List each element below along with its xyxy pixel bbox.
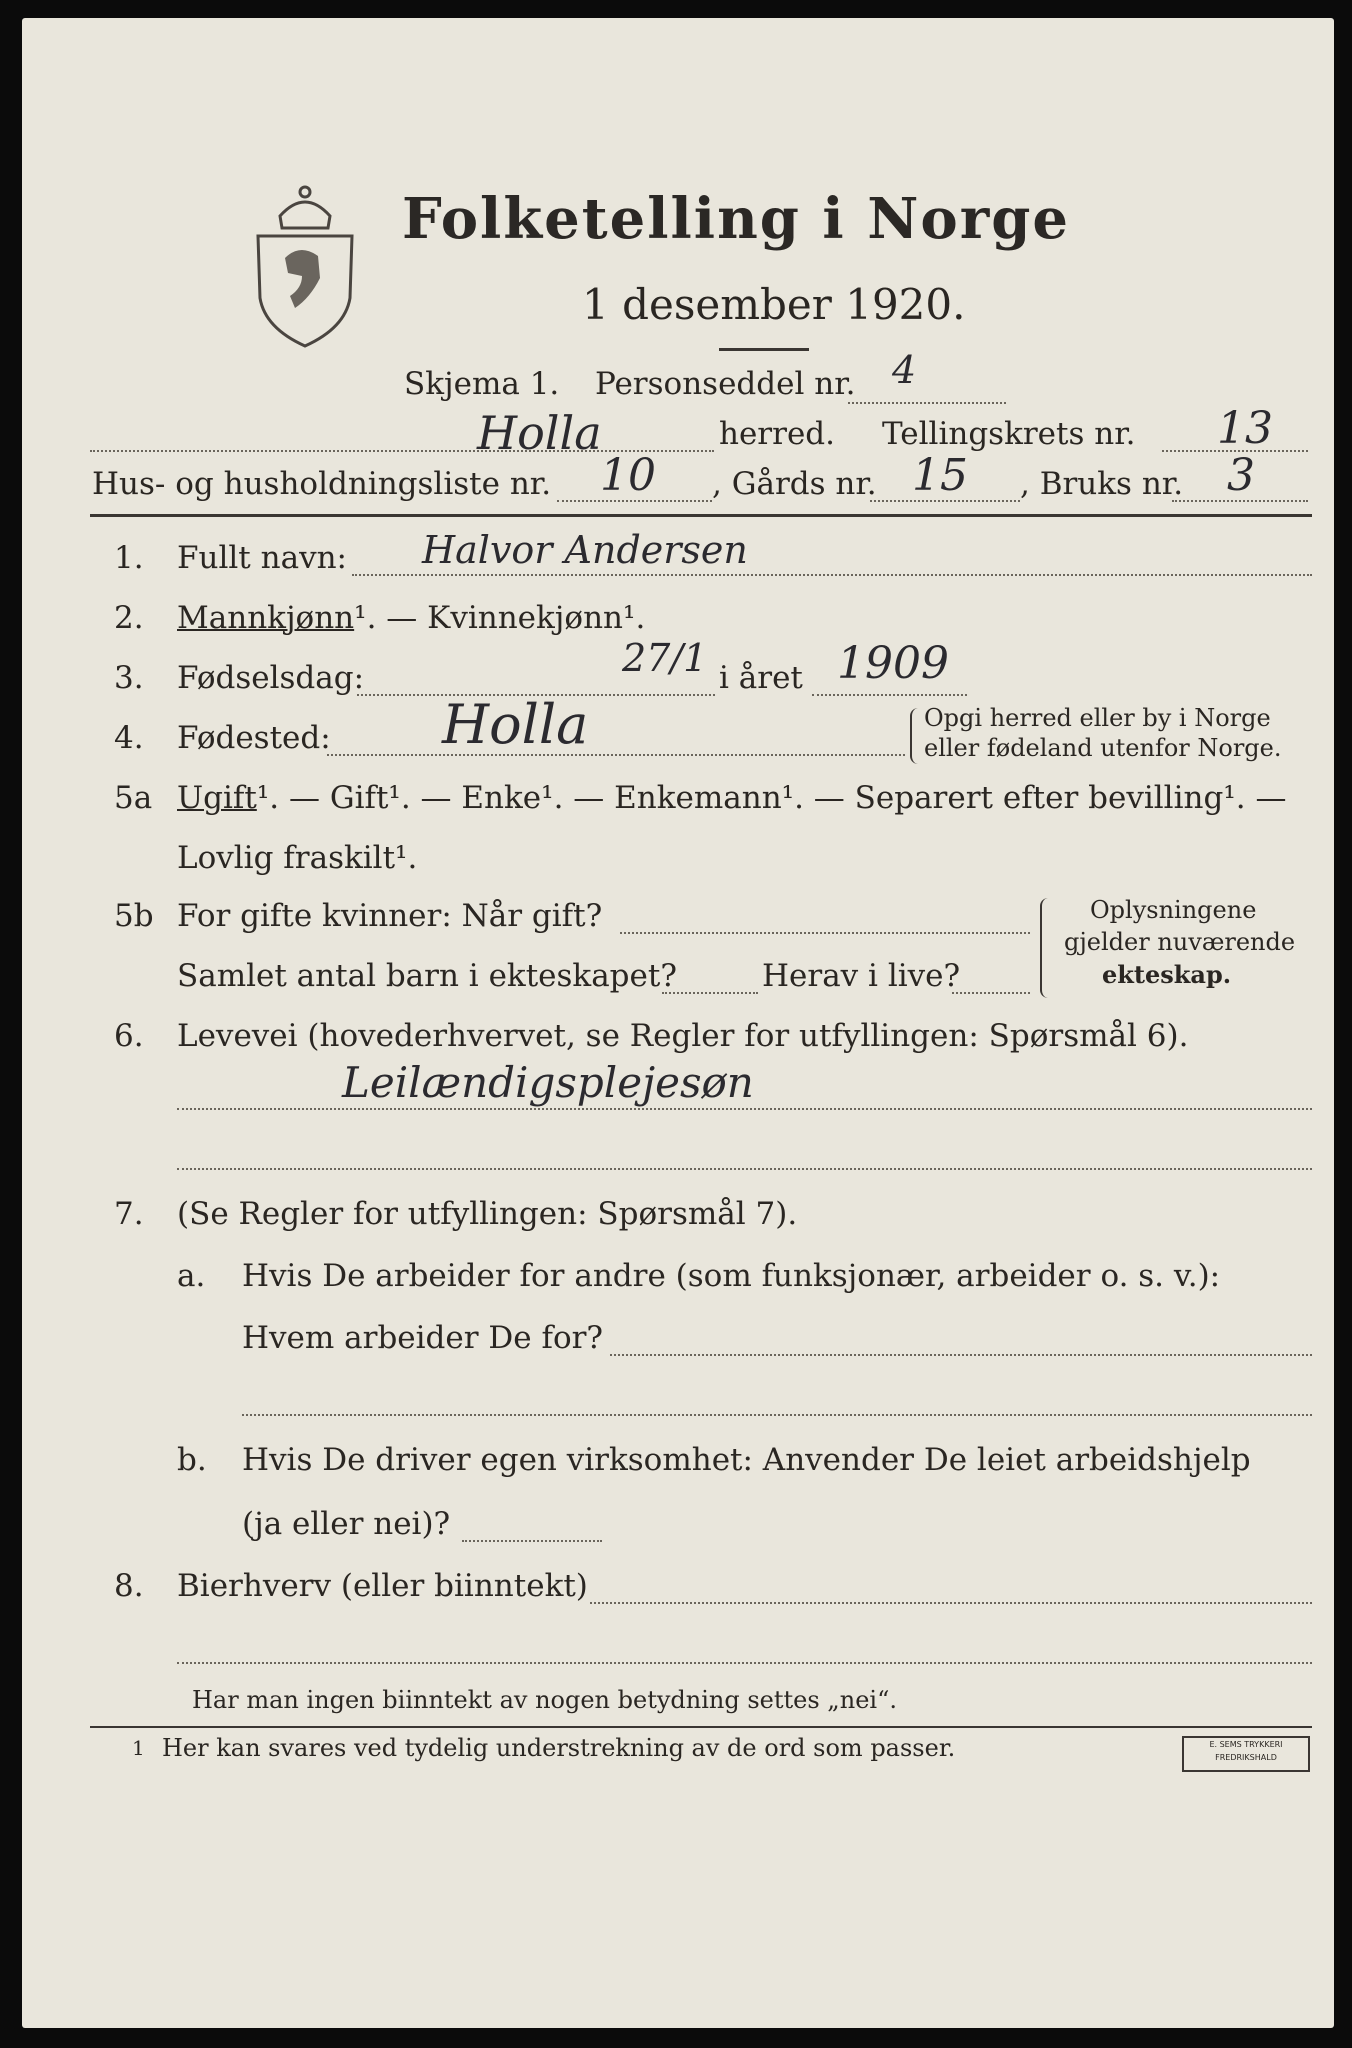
q7b-line2: (ja eller nei)?: [242, 1506, 451, 1542]
q5a-other-options: ¹. — Gift¹. — Enke¹. — Enkemann¹. — Separert efter bevilling¹. —: [256, 780, 1287, 816]
q4-brace: [910, 708, 922, 764]
personseddel-label: Personseddel nr.: [595, 366, 856, 402]
q4-label: Fødested:: [177, 720, 331, 756]
q5a-line2: Lovlig fraskilt¹.: [177, 840, 418, 876]
footnote-mark: 1: [132, 1736, 145, 1760]
gards-value: 15: [912, 450, 968, 501]
q5a-number: 5a: [114, 780, 153, 816]
husliste-label: Hus- og husholdningsliste nr.: [92, 466, 552, 502]
birthplace-value: Holla: [442, 693, 589, 756]
q4-note-line2: eller fødeland utenfor Norge.: [924, 734, 1282, 762]
form-title: Folketelling i Norge: [402, 186, 1071, 252]
coat-of-arms-icon: [240, 178, 370, 353]
q4-note-line1: Opgi herred eller by i Norge: [924, 704, 1271, 732]
q7-label: (Se Regler for utfyllingen: Spørsmål 7).: [177, 1196, 798, 1232]
q3-number: 3.: [114, 660, 144, 696]
census-date: 1 desember 1920.: [582, 280, 966, 329]
q3-label: Fødselsdag:: [177, 660, 365, 696]
q5b-brace: [1040, 898, 1052, 998]
printer-stamp: [1182, 1736, 1310, 1772]
bruks-value: 3: [1227, 450, 1255, 501]
full-name-value: Halvor Andersen: [422, 528, 748, 572]
tellingskrets-value: 13: [1217, 403, 1273, 454]
option-ugift: Ugift: [177, 780, 257, 816]
tellingskrets-label: Tellingskrets nr.: [882, 416, 1136, 452]
q8-note: Har man ingen biinntekt av nogen betydning settes „nei“.: [192, 1686, 897, 1714]
q7a-letter: a.: [177, 1258, 206, 1294]
q5b-note-line3: ekteskap.: [1102, 960, 1232, 989]
birth-year-value: 1909: [837, 638, 949, 689]
herred-value: Holla: [477, 406, 602, 460]
q7b-line1: Hvis De driver egen virksomhet: Anvender De leiet arbeidshjelp: [242, 1442, 1251, 1478]
q5b-note-line2: gjelder nuværende: [1064, 928, 1296, 956]
q1-number: 1.: [114, 540, 144, 576]
option-mannkjonn: Mannkjønn: [177, 600, 355, 636]
personseddel-value: 4: [892, 348, 917, 392]
q8-number: 8.: [114, 1568, 144, 1604]
q7a-line2: Hvem arbeider De for?: [242, 1320, 604, 1356]
q1-label: Fullt navn:: [177, 540, 347, 576]
q5b-number: 5b: [114, 898, 154, 934]
q5b-note-line1: Oplysningene: [1090, 896, 1257, 924]
q7-number: 7.: [114, 1196, 144, 1232]
q2-options: [177, 600, 645, 636]
q6-number: 6.: [114, 1018, 144, 1054]
title-rule: [719, 348, 809, 351]
q2-number: 2.: [114, 600, 144, 636]
q4-number: 4.: [114, 720, 144, 756]
skjema-label: Skjema 1.: [404, 366, 560, 402]
gards-label: , Gårds nr.: [712, 466, 877, 502]
printer-name: E. SEMS TRYKKERI: [1209, 1740, 1283, 1749]
q7a-line1: Hvis De arbeider for andre (som funksjonær, arbeider o. s. v.):: [242, 1258, 1221, 1294]
herred-label: herred.: [719, 416, 835, 452]
footnote-rule: [90, 1726, 1312, 1728]
q5a-options: [177, 780, 1286, 816]
q5b-herav: Herav i live?: [762, 958, 961, 994]
q5b-line2: Samlet antal barn i ekteskapet?: [177, 958, 677, 994]
q8-label: Bierhverv (eller biinntekt): [177, 1568, 588, 1604]
q7b-letter: b.: [177, 1442, 207, 1478]
header-rule: [90, 514, 1312, 517]
census-form: [22, 18, 1334, 2028]
year-label: i året: [719, 660, 803, 696]
q2-separator: ¹. —: [354, 600, 428, 636]
q5b-line1: For gifte kvinner: Når gift?: [177, 898, 603, 934]
bruks-label: , Bruks nr.: [1020, 466, 1184, 502]
printer-city: FREDRIKSHALD: [1215, 1753, 1277, 1762]
birthday-value: 27/1: [622, 636, 708, 680]
occupation-value: Leilændigsplejesøn: [342, 1058, 754, 1107]
footnote-text: Her kan svares ved tydelig understrekning av de ord som passer.: [162, 1734, 956, 1762]
husliste-value: 10: [600, 450, 656, 501]
q6-label: Levevei (hovederhvervet, se Regler for utfyllingen: Spørsmål 6).: [177, 1018, 1189, 1054]
option-kvinnekjonn: Kvinnekjønn¹.: [427, 600, 646, 636]
